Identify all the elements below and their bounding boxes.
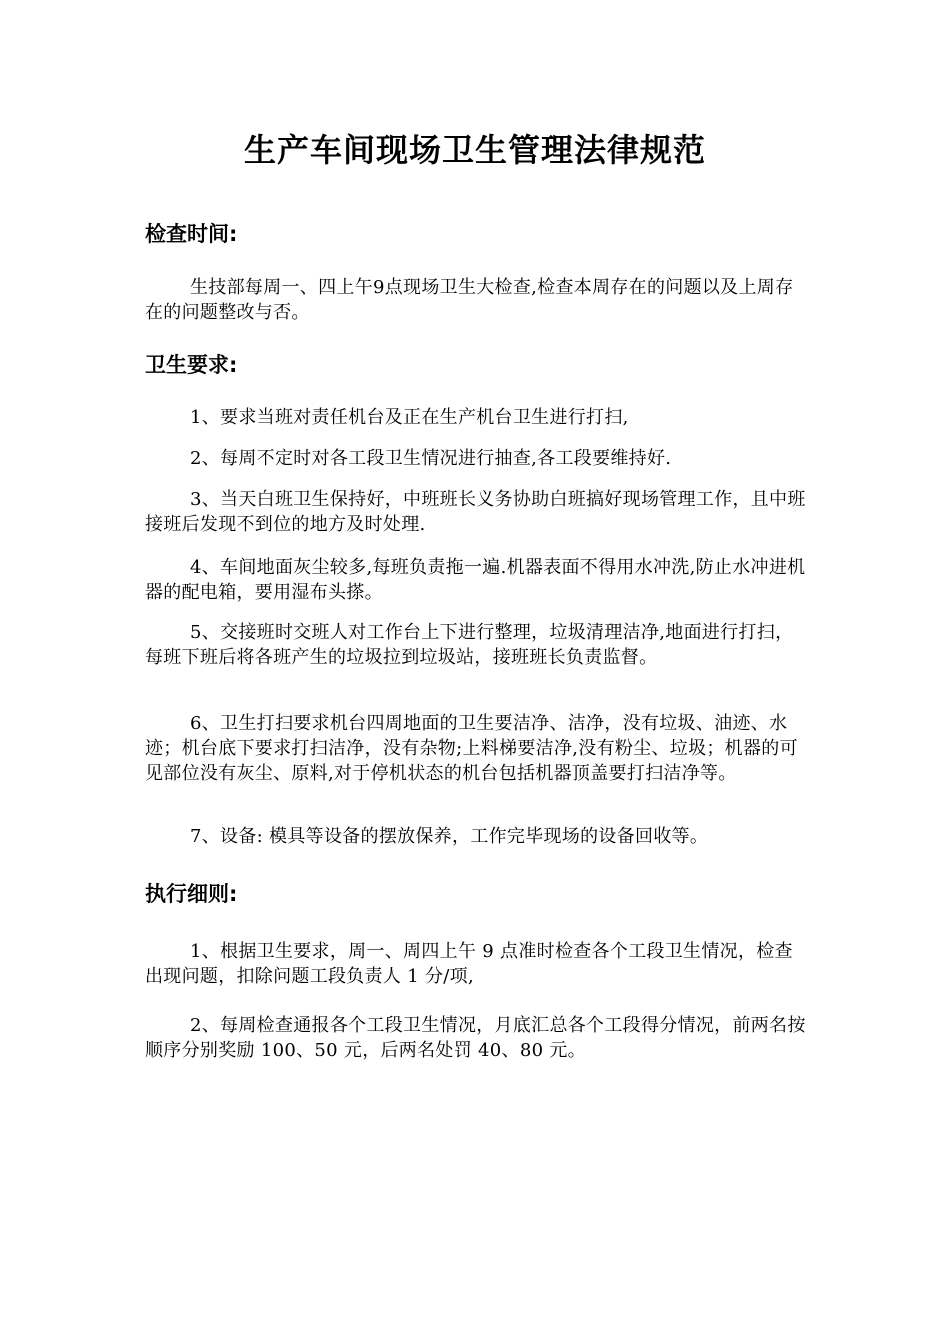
section-heading-hygiene-requirements: 卫生要求: (145, 353, 238, 377)
list-item: 5、交接班时交班人对工作台上下进行整理，垃圾清理洁净,地面进行打扫，每班下班后将各班产生的垃圾拉到垃圾站，接班班长负责监督。 (145, 622, 794, 668)
list-item: 1、要求当班对责任机台及正在生产机台卫生进行打扫, (190, 407, 629, 428)
list-item: 7、设备: 模具等设备的摆放保养，工作完毕现场的设备回收等。 (190, 826, 709, 847)
section-heading-implementation-rules: 执行细则: (145, 882, 238, 906)
section-heading-inspection-time: 检查时间: (145, 222, 238, 246)
list-item: 1、根据卫生要求，周一、周四上午 9 点准时检查各个工段卫生情况，检查出现问题，扣除问题工段负责人 1 分/项, (145, 941, 793, 987)
page-title: 生产车间现场卫生管理法律规范 (243, 131, 706, 169)
list-item: 2、每周检查通报各个工段卫生情况，月底汇总各个工段得分情况，前两名按顺序分别奖励 100、50 元，后两名处罚 40、80 元。 (145, 1015, 806, 1061)
list-item: 6、卫生打扫要求机台四周地面的卫生要洁净、洁净，没有垃圾、油迹、水迹；机台底下要求打扫洁净，没有杂物;上料梯要洁净,没有粉尘、垃圾；机器的可见部位没有灰尘、原料,对于停机状态的机台包括机器顶盖要打扫洁净等。 (145, 713, 798, 784)
list-item: 3、当天白班卫生保持好，中班班长义务协助白班搞好现场管理工作，且中班接班后发现不到位的地方及时处理. (145, 489, 806, 535)
list-item: 4、车间地面灰尘较多,每班负责拖一遍.机器表面不得用水冲洗,防止水冲进机器的配电箱，要用湿布头搽。 (145, 557, 806, 603)
list-item: 2、每周不定时对各工段卫生情况进行抽查,各工段要维持好. (190, 448, 672, 469)
paragraph: 生技部每周一、四上午9点现场卫生大检查,检查本周存在的问题以及上周存在的问题整改与否。 (145, 277, 794, 323)
